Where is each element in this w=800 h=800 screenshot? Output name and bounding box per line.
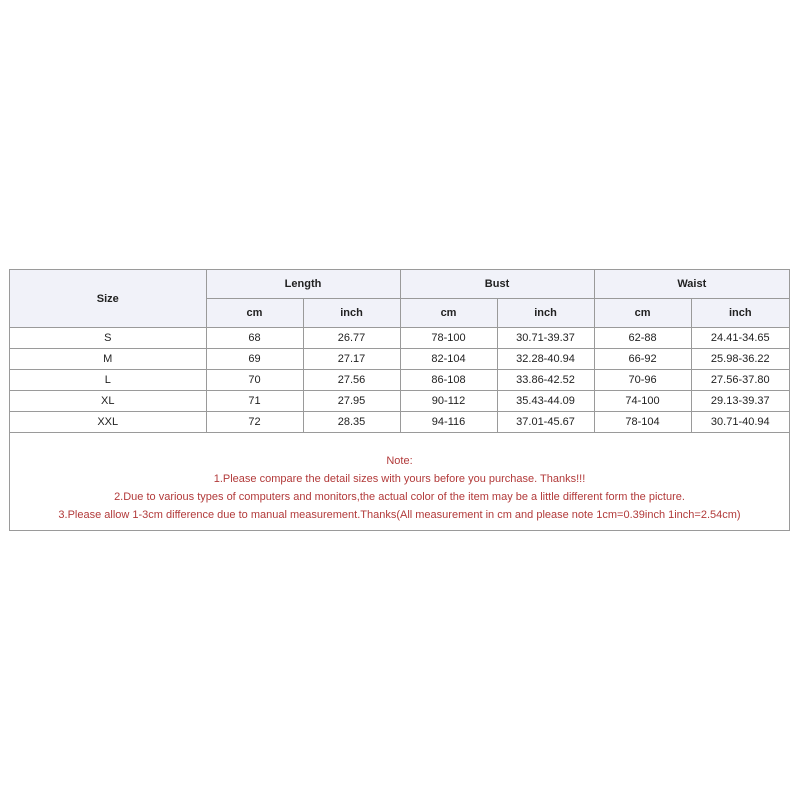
table-cell: 24.41-34.65 — [691, 328, 789, 349]
unit-header: inch — [303, 299, 400, 328]
size-cell: XXL — [10, 412, 206, 433]
table-cell: 32.28-40.94 — [497, 349, 594, 370]
size-chart — [9, 269, 790, 531]
unit-header: cm — [594, 299, 691, 328]
table-cell: 28.35 — [303, 412, 400, 433]
note-line: 2.Due to various types of computers and monitors,the actual color of the item may be a little different form the picture. — [114, 491, 685, 503]
table-cell: 27.56-37.80 — [691, 370, 789, 391]
table-cell: 68 — [206, 328, 303, 349]
table-cell: 29.13-39.37 — [691, 391, 789, 412]
table-cell: 69 — [206, 349, 303, 370]
table-cell: 27.56 — [303, 370, 400, 391]
table-cell: 66-92 — [594, 349, 691, 370]
table-cell: 86-108 — [400, 370, 497, 391]
table-cell: 72 — [206, 412, 303, 433]
header-row-groups — [10, 270, 789, 299]
size-cell: L — [10, 370, 206, 391]
note-line: 1.Please compare the detail sizes with yours before you purchase. Thanks!!! — [213, 473, 586, 485]
table-cell: 70-96 — [594, 370, 691, 391]
note-section — [10, 433, 789, 524]
table-cell: 30.71-40.94 — [691, 412, 789, 433]
size-header: Size — [10, 270, 206, 328]
table-cell: 78-104 — [594, 412, 691, 433]
table-cell: 74-100 — [594, 391, 691, 412]
table-cell: 37.01-45.67 — [497, 412, 594, 433]
group-header-length: Length — [206, 270, 400, 299]
table-cell: 94-116 — [400, 412, 497, 433]
group-header-waist: Waist — [594, 270, 789, 299]
note-line: 3.Please allow 1-3cm difference due to manual measurement.Thanks(All measurement in cm and please note 1cm=0.39inch 1inch=2.54cm) — [58, 509, 741, 521]
size-cell: XL — [10, 391, 206, 412]
table-row — [10, 412, 789, 433]
table-cell: 30.71-39.37 — [497, 328, 594, 349]
table-row — [10, 391, 789, 412]
size-cell: S — [10, 328, 206, 349]
table-cell: 25.98-36.22 — [691, 349, 789, 370]
table-cell: 27.95 — [303, 391, 400, 412]
table-cell: 26.77 — [303, 328, 400, 349]
table-cell: 78-100 — [400, 328, 497, 349]
table-cell: 33.86-42.52 — [497, 370, 594, 391]
unit-header: inch — [497, 299, 594, 328]
table-row — [10, 370, 789, 391]
note-title: Note: — [386, 455, 413, 467]
table-cell: 82-104 — [400, 349, 497, 370]
table-cell: 27.17 — [303, 349, 400, 370]
table-cell: 62-88 — [594, 328, 691, 349]
unit-header: cm — [400, 299, 497, 328]
size-table — [10, 270, 789, 433]
table-cell: 70 — [206, 370, 303, 391]
table-cell: 35.43-44.09 — [497, 391, 594, 412]
table-cell: 90-112 — [400, 391, 497, 412]
table-row — [10, 349, 789, 370]
unit-header: cm — [206, 299, 303, 328]
group-header-bust: Bust — [400, 270, 594, 299]
table-row — [10, 328, 789, 349]
unit-header: inch — [691, 299, 789, 328]
table-cell: 71 — [206, 391, 303, 412]
size-cell: M — [10, 349, 206, 370]
